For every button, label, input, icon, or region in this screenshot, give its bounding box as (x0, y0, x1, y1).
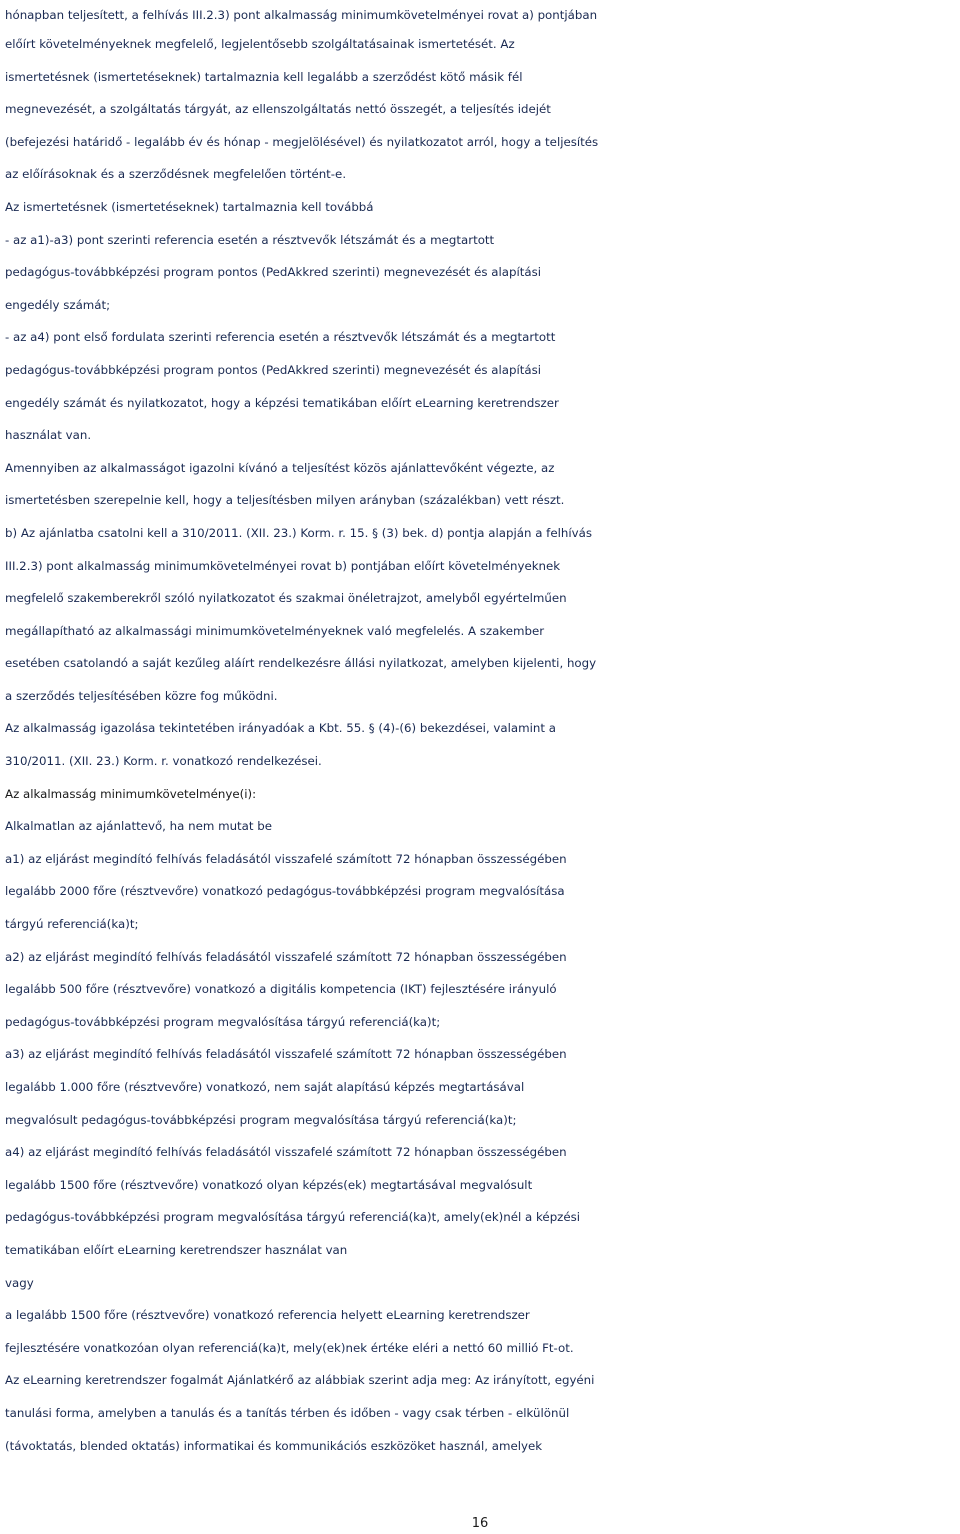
text-line: Az alkalmasság igazolása tekintetében irányadóak a Kbt. 55. § (4)-(6) bekezdései, valamint a (5, 721, 556, 736)
text-line: tematikában előírt eLearning keretrendszer használat van (5, 1242, 348, 1257)
page-number: 16 (471, 1516, 489, 1531)
text-line: fejlesztésére vonatkozóan olyan referenciá(ka)t, mely(ek)nek értéke eléri a nettó 60 millió Ft-ot. (5, 1340, 574, 1355)
text-line: pedagógus-továbbképzési program pontos (PedAkkred szerinti) megnevezését és alapítási (5, 362, 542, 377)
text-line: pedagógus-továbbképzési program megvalósítása tárgyú referenciá(ka)t, amely(ek)nél a képzési (5, 1210, 581, 1225)
text-line: 310/2011. (XII. 23.) Korm. r. vonatkozó rendelkezései. (5, 754, 322, 769)
text-line: a szerződés teljesítésében közre fog működni. (5, 688, 278, 703)
text-line: engedély számát; (5, 297, 111, 312)
text-line: a1) az eljárást megindító felhívás feladásától visszafelé számított 72 hónapban összességében (5, 851, 567, 866)
text-line: b) Az ajánlatba csatolni kell a 310/2011. (XII. 23.) Korm. r. 15. § (3) bek. d) pontja alapján a felhívás (5, 525, 592, 540)
text-line: - az a4) pont első fordulata szerinti referencia esetén a résztvevők létszámát és a megtartott (5, 330, 556, 345)
section-heading: Az alkalmasság minimumkövetelménye(i): (5, 786, 257, 801)
text-line: (távoktatás, blended oktatás) informatikai és kommunikációs eszközöket használ, amelyek (5, 1438, 543, 1453)
text-line: tanulási forma, amelyben a tanulás és a tanítás térben és időben - vagy csak térben - elkülönül (5, 1405, 570, 1420)
text-line: megfelelő szakemberekről szóló nyilatkozatot és szakmai önéletrajzot, amelyből egyértelműen (5, 591, 567, 606)
text-line: megnevezését, a szolgáltatás tárgyát, az ellenszolgáltatás nettó összegét, a teljesítés idejét (5, 102, 551, 117)
text-line: a legalább 1500 főre (résztvevőre) vonatkozó referencia helyett eLearning keretrendszer (5, 1308, 530, 1323)
text-line: hónapban teljesített, a felhívás III.2.3) pont alkalmasság minimumkövetelményei rovat a) pontjában (5, 8, 598, 22)
text-line: legalább 1500 főre (résztvevőre) vonatkozó olyan képzés(ek) megtartásával megvalósult (5, 1177, 533, 1192)
text-line: ismertetésben szerepelnie kell, hogy a teljesítésben milyen arányban (százalékban) vett részt. (5, 493, 565, 508)
text-line: legalább 1.000 főre (résztvevőre) vonatkozó, nem saját alapítású képzés megtartásával (5, 1080, 525, 1094)
text-line: (befejezési határidő - legalább év és hónap - megjelölésével) és nyilatkozatot arról, hogy a teljesítés (5, 134, 599, 149)
text-line: Az eLearning keretrendszer fogalmát Ajánlatkérő az alábbiak szerint adja meg: Az irányított, egyéni (5, 1373, 595, 1388)
text-line: előírt követelményeknek megfelelő, legjelentősebb szolgáltatásainak ismertetését. Az (5, 37, 515, 51)
text-line: megvalósult pedagógus-továbbképzési program megvalósítása tárgyú referenciá(ka)t; (5, 1112, 517, 1127)
text-line: megállapítható az alkalmassági minimumkövetelményeknek való megfelelés. A szakember (5, 623, 545, 638)
text-line: a4) az eljárást megindító felhívás feladásától visszafelé számított 72 hónapban összességében (5, 1145, 567, 1160)
text-line: a2) az eljárást megindító felhívás feladásától visszafelé számított 72 hónapban összességében (5, 949, 567, 964)
text-line: Amennyiben az alkalmasságot igazolni kívánó a teljesítést közös ajánlattevőként végezte, az (5, 460, 555, 475)
text-line: használat van. (5, 428, 92, 443)
text-line: Az ismertetésnek (ismertetéseknek) tartalmaznia kell továbbá (5, 199, 374, 214)
text-line: Alkalmatlan az ajánlattevő, ha nem mutat be (5, 819, 273, 834)
text-line: III.2.3) pont alkalmasság minimumkövetelményei rovat b) pontjában előírt követelményeknek (5, 558, 561, 573)
document-body (5, 0, 957, 1462)
text-line: engedély számát és nyilatkozatot, hogy a képzési tematikában előírt eLearning keretrendszer (5, 395, 559, 410)
text-line: esetében csatolandó a saját kezűleg aláírt rendelkezésre állási nyilatkozat, amelyben kijelenti, hogy (5, 656, 597, 671)
text-line: vagy (5, 1275, 34, 1290)
text-line: pedagógus-továbbképzési program megvalósítása tárgyú referenciá(ka)t; (5, 1014, 441, 1029)
text-line: - az a1)-a3) pont szerinti referencia esetén a résztvevők létszámát és a megtartott (5, 232, 495, 247)
text-line: ismertetésnek (ismertetéseknek) tartalmaznia kell legalább a szerződést kötő másik fél (5, 69, 523, 84)
text-line: tárgyú referenciá(ka)t; (5, 917, 139, 932)
text-line: legalább 2000 főre (résztvevőre) vonatkozó pedagógus-továbbképzési program megvalósítása (5, 884, 565, 899)
text-line: legalább 500 főre (résztvevőre) vonatkozó a digitális kompetencia (IKT) fejlesztésére irányuló (5, 982, 557, 997)
text-line: a3) az eljárást megindító felhívás feladásától visszafelé számított 72 hónapban összességében (5, 1047, 567, 1062)
text-line: pedagógus-továbbképzési program pontos (PedAkkred szerinti) megnevezését és alapítási (5, 265, 542, 280)
text-line: az előírásoknak és a szerződésnek megfelelően történt-e. (5, 167, 347, 182)
